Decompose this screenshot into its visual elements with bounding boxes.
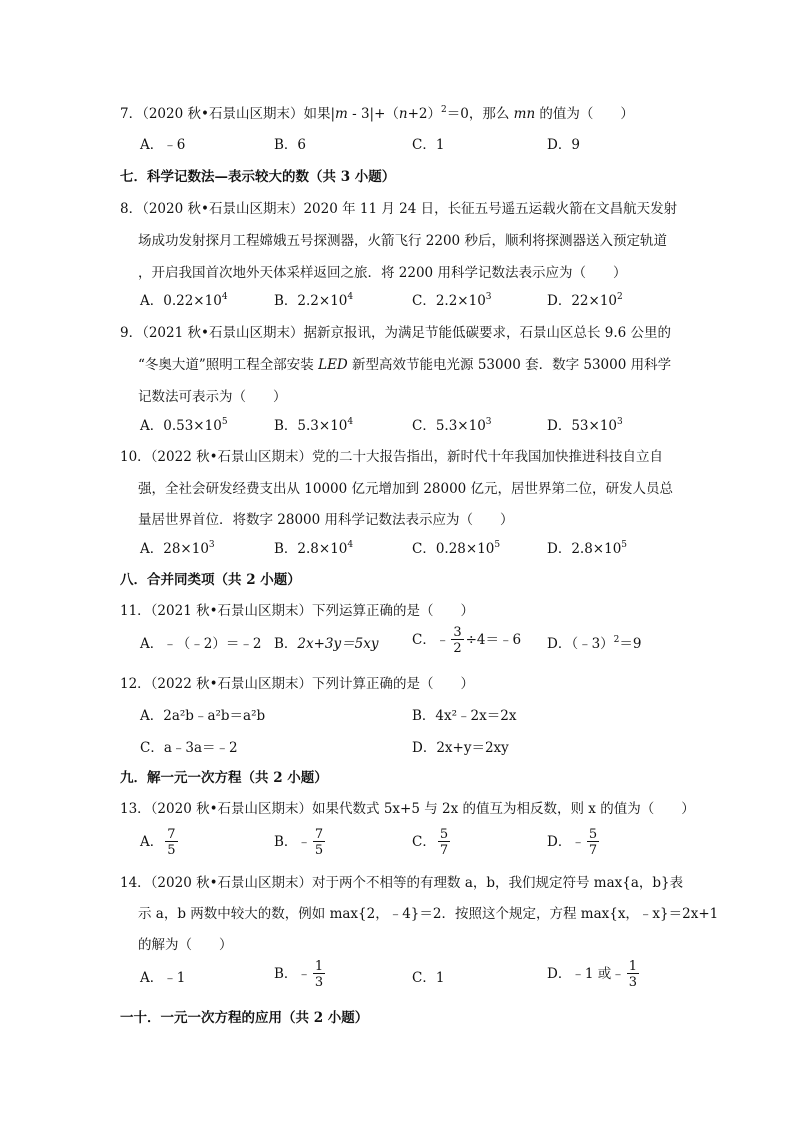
section-heading-7: 七．科学记数法—表示较大的数（共 3 小题）: [120, 169, 396, 185]
q9-option-d: D．$53\times 10^3$: [547, 417, 623, 434]
fraction: $\frac{5}{7}$: [588, 827, 598, 858]
q11-option-b: B．2x+3y＝5xy: [274, 636, 379, 652]
q10-option-d: D．$2.8\times 10^5$: [547, 540, 628, 557]
section-heading-9: 九．解一元一次方程（共 2 小题）: [120, 770, 328, 786]
fraction: $\frac{7}{5}$: [167, 827, 176, 858]
q12-option-c: C．a﹣3a＝﹣2: [140, 740, 238, 756]
q8-option-c: C．$2.2\times 10^3$: [412, 292, 492, 309]
fraction: $\frac{1}{3}$: [628, 959, 637, 990]
q10-option-b: B．$2.8\times 10^4$: [274, 540, 354, 557]
q7-option-a: A．﹣6: [140, 137, 186, 153]
q14-option-c: C．1: [412, 970, 445, 986]
q9-option-b: B．$5.3\times 10^4$: [274, 417, 354, 434]
fraction: $\frac{3}{2}$: [453, 625, 462, 656]
q9-option-c: C．$5.3\times 10^3$: [412, 417, 492, 434]
q8-option-b: B．$2.2\times 10^4$: [274, 292, 354, 309]
q7-option-b: B．6: [274, 137, 307, 153]
q13-option-d: D．﹣ $\frac{5}{7}$: [547, 827, 598, 858]
section-heading-8: 八．合并同类项（共 2 小题）: [120, 572, 301, 588]
question-12-stem: 12．（2022 秋•石景山区期末）下列计算正确的是（ ）: [120, 676, 475, 692]
q9-option-a: A．$0.53\times 10^5$: [140, 417, 228, 434]
question-9-line-2: “冬奥大道”照明工程全部安装 LED 新型高效节能电光源 53000 套．数字 53000 用科学: [138, 357, 672, 373]
q11-option-c: C．﹣ $\frac{3}{2}$ ÷4＝﹣6: [412, 625, 522, 656]
q7-option-d: D．9: [547, 137, 580, 153]
question-10-line-1: 10．（2022 秋•石景山区期末）党的二十大报告指出，新时代十年我国加快推进科技自立自: [120, 449, 664, 465]
q8-option-a: A．$0.22\times 10^4$: [140, 292, 228, 309]
question-7-stem: 7．（2020 秋•石景山区期末）如果$|m - 3|+(n+2)^2=0$，那么 mn 的值为（ ）: [120, 105, 634, 122]
question-8-line-1: 8．（2020 秋•石景山区期末）2020 年 11 月 24 日，长征五号遥五运载火箭在文昌航天发射: [120, 201, 678, 217]
question-11-stem: 11．（2021 秋•石景山区期末）下列运算正确的是（ ）: [120, 603, 475, 619]
question-8-line-2: 场成功发射探月工程嫦娥五号探测器，火箭飞行 2200 秒后，顺利将探测器送入预定轨道: [138, 233, 667, 249]
question-13-stem: 13．（2020 秋•石景山区期末）如果代数式 5x+5 与 2x 的值互为相反数，则 x 的值为（ ）: [120, 801, 695, 817]
question-9-line-1: 9．（2021 秋•石景山区期末）据新京报讯，为满足节能低碳要求，石景山区总长 9.6 公里的: [120, 325, 672, 341]
q13-option-c: C． $\frac{5}{7}$: [412, 827, 449, 858]
question-9-line-3: 记数法可表示为（ ）: [138, 389, 287, 405]
q11-option-a: A．﹣（﹣2）＝﹣2: [140, 636, 262, 652]
q14-option-b: B．﹣ $\frac{1}{3}$: [274, 959, 324, 990]
fraction: $\frac{5}{7}$: [439, 827, 449, 858]
q13-option-b: B．﹣ $\frac{7}{5}$: [274, 827, 324, 858]
q11-option-d: D．（﹣3）$^2$＝9: [547, 635, 642, 652]
q12-option-a: A．2a²b﹣a²b＝a²b: [140, 708, 266, 724]
section-heading-10: 一十．一元一次方程的应用（共 2 小题）: [120, 1010, 369, 1026]
q10-option-c: C．$0.28\times 10^5$: [412, 540, 501, 557]
fraction: $\frac{1}{3}$: [314, 959, 324, 990]
question-10-line-2: 强，全社会研发经费支出从 10000 亿元增加到 28000 亿元，居世界第二位，研发人员总: [138, 481, 674, 497]
q14-option-d: D．﹣1 或﹣ $\frac{1}{3}$: [547, 959, 637, 990]
q13-option-a: A． $\frac{7}{5}$: [140, 827, 176, 858]
question-8-line-3: ，开启我国首次地外天体采样返回之旅．将 2200 用科学记数法表示应为（ ）: [138, 265, 627, 281]
q12-option-b: B．4x²﹣2x＝2x: [412, 708, 517, 724]
question-10-line-3: 量居世界首位．将数字 28000 用科学记数法表示应为（ ）: [138, 512, 514, 528]
q14-option-a: A．﹣1: [140, 970, 186, 986]
q10-option-a: A．$28\times 10^3$: [140, 540, 215, 557]
question-14-line-3: 的解为（ ）: [138, 937, 233, 953]
q12-option-d: D．2x+y＝2xy: [412, 740, 509, 756]
q7-option-c: C．1: [412, 137, 445, 153]
fraction: $\frac{7}{5}$: [314, 827, 324, 858]
q8-option-d: D．$22\times 10^2$: [547, 292, 623, 309]
question-14-line-2: 示 a，b 两数中较大的数，例如 max{2，﹣4}＝2．按照这个规定，方程 max{x，﹣x}＝2x+1: [138, 906, 719, 922]
question-14-line-1: 14．（2020 秋•石景山区期末）对于两个不相等的有理数 a，b，我们规定符号 max{a，b}表: [120, 875, 684, 891]
